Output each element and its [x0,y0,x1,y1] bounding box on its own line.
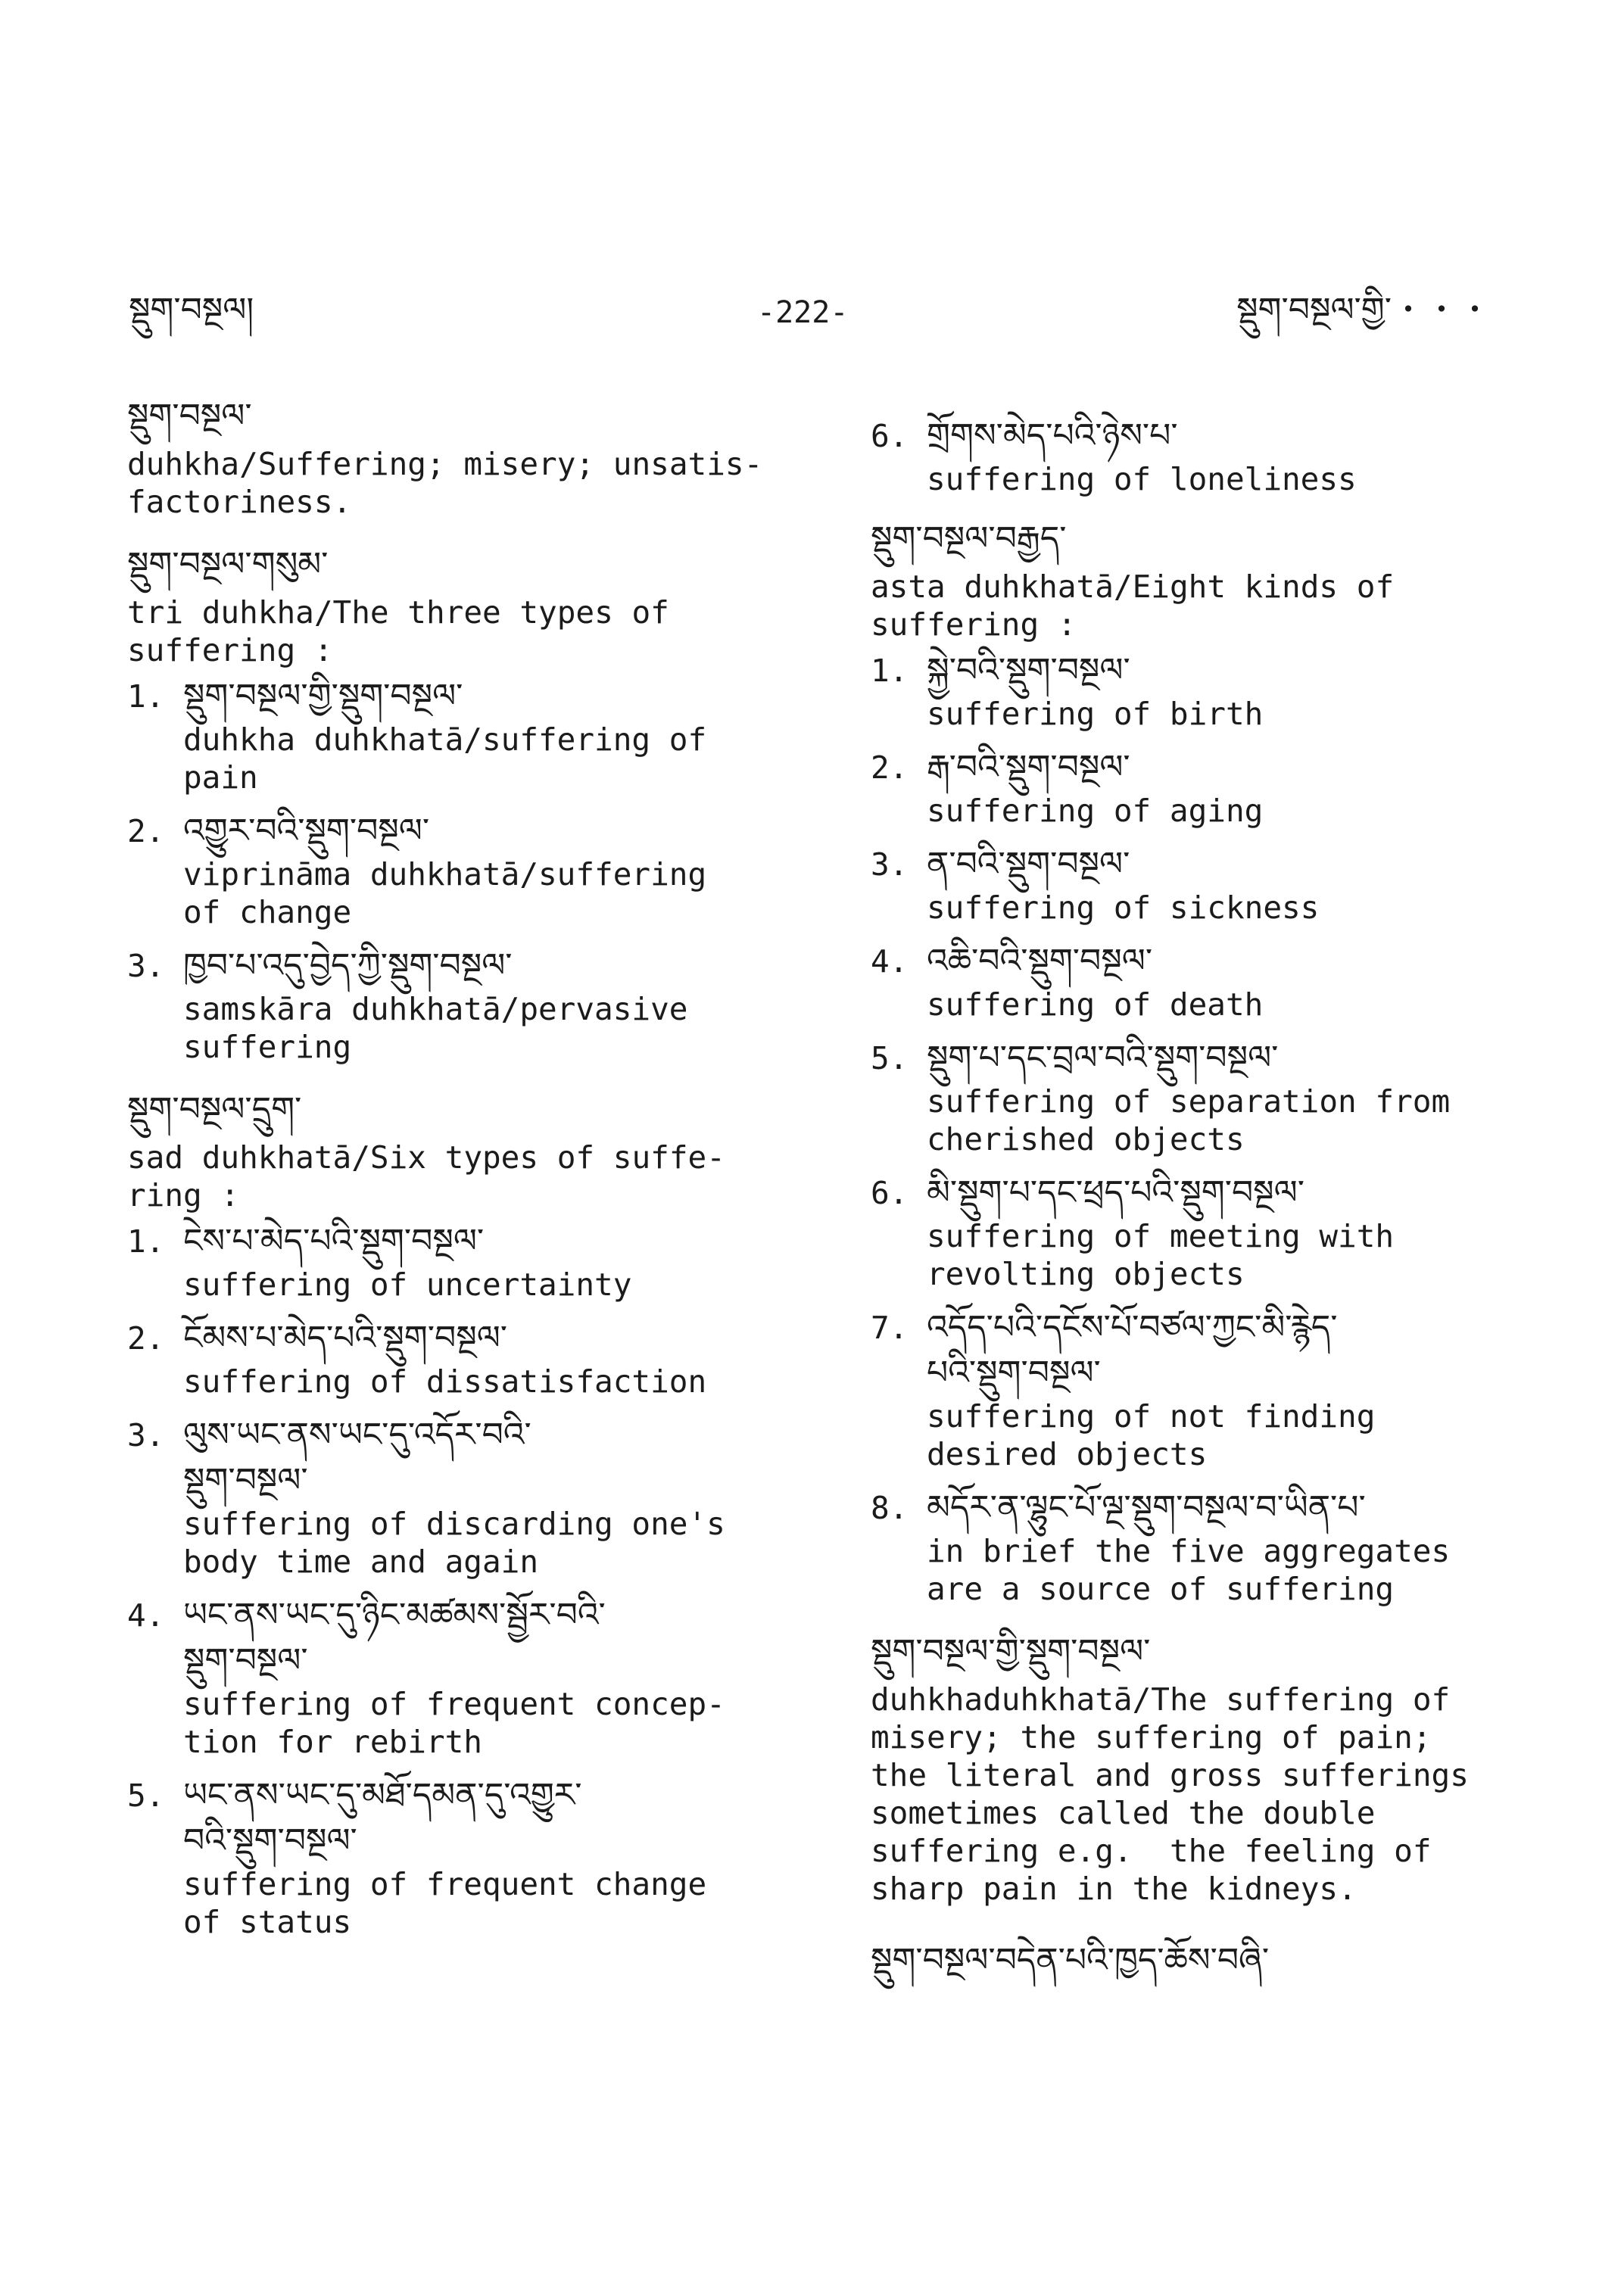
item-english: suffering of birth [927,696,1264,732]
right-column [871,394,1522,2005]
sub-list [127,1219,809,1941]
item-english: suffering of not finding desired objects [927,1398,1376,1472]
item-number: 1. [871,653,909,689]
item-number: 2. [127,1320,165,1357]
item-english: viprināma duhkhatā/suffering of change [183,856,707,930]
item-tibetan: ལུས་ཡང་ནས་ཡང་དུ་འདོར་བའི་ [183,1416,531,1454]
item-number: 7. [871,1310,909,1346]
item-tibetan: སྡུག་བསྔལ་གྱི་སྡུག་བསྔལ་ [183,677,463,715]
entry-headword: སྡུག་བསྔལ་བདེན་པའི་ཁྱད་ཆོས་བཞི་ [871,1941,1270,1980]
list-item [127,943,809,1066]
entry-headword: སྡུག་བསྔལ་ [127,397,252,435]
item-tibetan: སྐྱེ་བའི་སྡུག་བསྔལ་ [927,651,1130,690]
item-english: suffering of meeting with revolting objects [927,1218,1395,1292]
entry-definition: sad duhkhatā/Six types of suffe- ring : [127,1139,725,1213]
item-number: 6. [871,1175,909,1211]
list-item [871,1170,1522,1293]
header-right-term: སྡུག་བསྔལ་གྱི་・・・ [1236,291,1492,329]
entry-asta-duhkhata [871,516,1522,1608]
entry-tri-duhkha [127,542,809,1066]
list-item [871,1305,1522,1473]
item-number: 5. [127,1777,165,1814]
list-item [871,1485,1522,1608]
item-tibetan: མདོར་ན་ལྷུང་པོ་ལྔ་སྡུག་བསྔལ་བ་ཡིན་པ་ [927,1488,1366,1527]
item-number: 1. [127,1223,165,1260]
item-number: 6. [871,418,909,454]
item-tibetan: འགྱུར་བའི་སྡུག་བསྔལ་ [183,812,430,850]
item-number: 4. [871,943,909,980]
list-item [871,1036,1522,1158]
list-item [127,808,809,931]
item-number: 1. [127,678,165,715]
entry-definition: tri duhkha/The three types of suffering : [127,594,669,668]
item-english: suffering of discarding one's body time and again [183,1506,725,1580]
entry-duhkhaduhkhata [871,1629,1522,1908]
list-item [127,1413,809,1581]
item-english: duhkha duhkhatā/suffering of pain [183,721,707,796]
item-english: suffering of dissatisfaction [183,1363,707,1400]
item-tibetan: སྡུག་པ་དང་བྲལ་བའི་སྡུག་བསྔལ་ [927,1039,1279,1077]
list-item [127,1219,809,1304]
sub-list [127,674,809,1066]
item-tibetan: ངོམས་པ་མེད་པའི་སྡུག་བསྔལ་ [183,1319,508,1357]
entry-headword: སྡུག་བསྔལ་དྲུག་ [127,1090,302,1129]
item-tibetan: འཆི་བའི་སྡུག་བསྔལ་ [927,942,1153,980]
entry-definition: duhkha/Suffering; misery; unsatis- factoriness. [127,446,763,520]
item-english: suffering of frequent concep- tion for rebirth [183,1686,725,1760]
list-item [127,1773,809,1941]
item-english: suffering of uncertainty [183,1266,632,1303]
list-item [871,745,1522,830]
item-english: in brief the five aggregates are a source of suffering [927,1533,1451,1607]
list-item [871,842,1522,927]
page-header [129,288,1492,348]
item-tibetan: གྲོགས་མེད་པའི་ཉེས་པ་ [927,416,1178,455]
entry-headword: སྡུག་བསྔལ་གྱི་སྡུག་བསྔལ་ [871,1632,1151,1671]
sub-list [871,648,1522,1608]
item-number: 2. [127,813,165,849]
item-number: 4. [127,1597,165,1634]
list-item [871,413,1522,498]
item-english: suffering of death [927,986,1264,1023]
item-english: samskāra duhkhatā/pervasive suffering [183,991,688,1065]
item-number: 3. [871,846,909,883]
item-tibetan: ཡང་ནས་ཡང་དུ་ཉིང་མཚམས་སྦྱོར་བའི་ [183,1596,606,1634]
item-tibetan-continued: སྡུག་བསྔལ་ [183,1641,308,1680]
entry-sad-duhkhata [127,1087,809,1941]
item-tibetan: ངེས་པ་མེད་པའི་སྡུག་བསྔལ་ [183,1222,485,1260]
item-number: 5. [871,1040,909,1076]
entry-headword: སྡུག་བསྔལ་བརྒྱད་ [871,519,1067,558]
item-tibetan: ཡང་ནས་ཡང་དུ་མཐོ་དམན་དུ་འགྱུར་ [183,1776,582,1815]
list-item [871,939,1522,1023]
entry-duhkha [127,394,809,521]
item-tibetan: ན་བའི་སྡུག་བསྔལ་ [927,845,1130,883]
entry-headword: སྡུག་བསྔལ་གསུམ་ [127,545,329,584]
list-item [127,674,809,796]
item-number: 2. [871,749,909,786]
item-tibetan: ཁྱབ་པ་འདུ་བྱེད་ཀྱི་སྡུག་བསྔལ་ [183,946,513,985]
entry-definition: asta duhkhatā/Eight kinds of suffering : [871,569,1395,643]
item-english: suffering of separation from cherished objects [927,1083,1451,1157]
list-item [871,648,1522,733]
item-tibetan: རྒ་བའི་སྡུག་བསྔལ་ [927,748,1130,787]
page-number: -222- [757,295,849,330]
entry-definition: duhkhaduhkhatā/The suffering of misery; the suffering of pain; the literal and gross sufferings sometimes called the double suffering e.g. the feeling of sharp pain in the kidneys. [871,1681,1469,1907]
item-tibetan-continued: བའི་སྡུག་བསྔལ་ [183,1821,357,1860]
item-english: suffering of sickness [927,889,1320,926]
item-tibetan-continued: པའི་སྡུག་བསྔལ་ [927,1354,1101,1392]
header-left-term: སྡུག་བསྔལ། [129,291,254,329]
list-item [127,1593,809,1761]
item-number: 3. [127,948,165,984]
item-tibetan: འདོད་པའི་དངོས་པོ་བཙལ་ཀྱང་མི་རྙེད་ [927,1308,1338,1347]
entry-truth-of-suffering-attributes [871,1938,1522,1983]
item-tibetan: མི་སྡུག་པ་དང་ཕྲད་པའི་སྡུག་བསྔལ་ [927,1173,1304,1212]
left-column [127,394,809,1962]
list-item [127,1316,809,1400]
item-english: suffering of aging [927,793,1264,829]
item-number: 8. [871,1490,909,1526]
item-english: suffering of loneliness [927,461,1357,497]
item-tibetan-continued: སྡུག་བསྔལ་ [183,1461,308,1500]
item-english: suffering of frequent change of status [183,1866,707,1940]
item-number: 3. [127,1417,165,1453]
continued-list [871,413,1522,498]
